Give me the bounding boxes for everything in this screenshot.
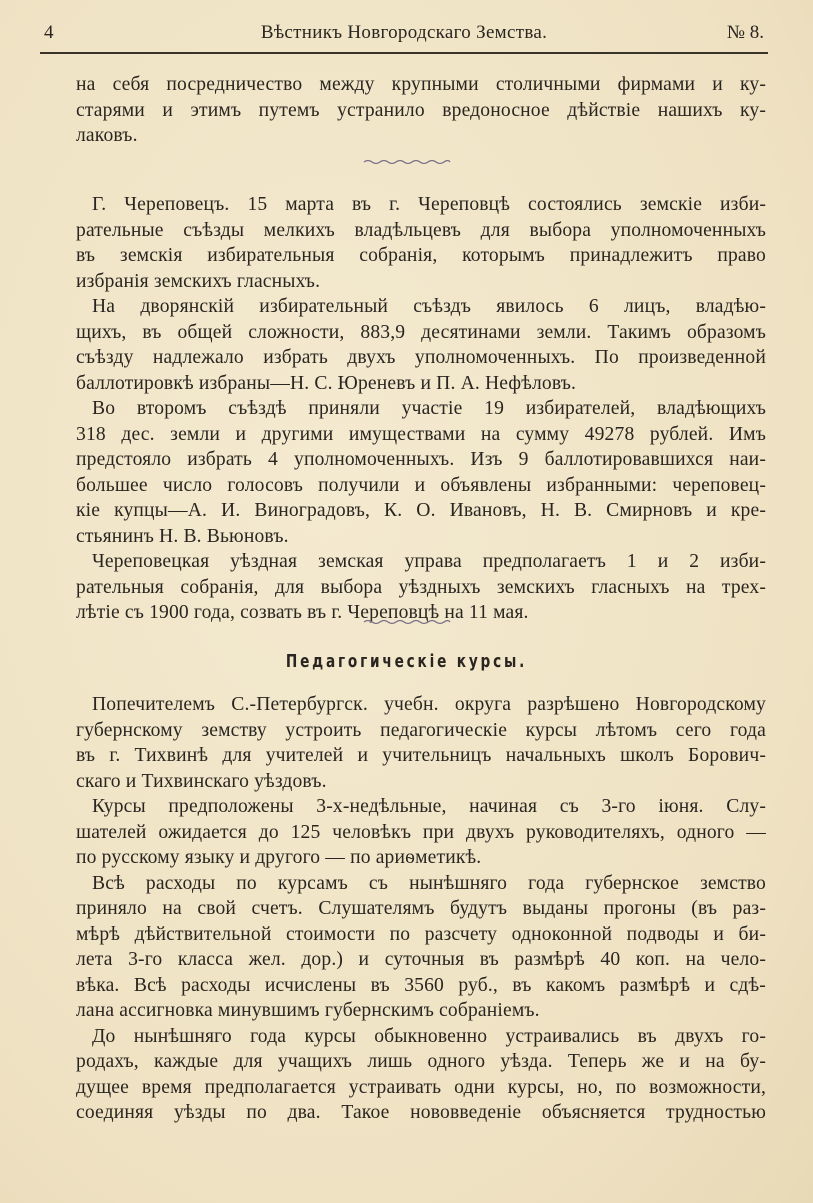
text-line: Попечителемъ С.-Петербургск. учебн. округа разрѣшено Новгородскому bbox=[92, 694, 766, 715]
text-line: кіе купцы—А. И. Виноградовъ, К. О. Ивановъ, Н. В. Смирновъ и кре- bbox=[76, 500, 766, 521]
courses-section bbox=[76, 692, 766, 1126]
text-line: рательные съѣзды мелкихъ владѣльцевъ для выбора уполномоченныхъ bbox=[76, 219, 766, 241]
text-line: щихъ, въ общей сложности, 883,9 десятинами земли. Такимъ образомъ bbox=[76, 321, 766, 343]
section-divider bbox=[0, 158, 813, 166]
text-line: по русскому языку и другого — по ариѳметикѣ. bbox=[76, 847, 482, 868]
text-line: соединяя уѣзды по два. Такое нововведеніе объясняется трудностью bbox=[76, 1102, 766, 1123]
text-line: родахъ, каждые для учащихъ лишь одного уѣзда. Теперь же и на бу- bbox=[76, 1051, 766, 1072]
text-line: большее число голосовъ получили и объявлены избранными: череповец- bbox=[76, 474, 766, 496]
wavy-rule-icon bbox=[362, 158, 452, 166]
text-line: До нынѣшняго года курсы обыкновенно устраивались въ двухъ го- bbox=[92, 1025, 766, 1047]
text-line: шателей ожидается до 125 человѣкъ при двухъ руководителяхъ, одного — bbox=[76, 821, 766, 843]
text-line: На дворянскій избирательный съѣздъ явилось 6 лицъ, владѣю- bbox=[92, 296, 766, 317]
text-line: лѣтіе съ 1900 года, созвать въ г. Череповцѣ на 11 мая. bbox=[76, 602, 529, 623]
text-line: мѣрѣ дѣйствительной стоимости по разсчету одноконной подводы и би- bbox=[76, 923, 766, 945]
text-line: дущее время предполагается устраивать одни курсы, но, по возможности, bbox=[76, 1076, 766, 1098]
text-line: вѣка. Всѣ расходы исчислены въ 3560 руб., въ какомъ размѣрѣ и сдѣ- bbox=[76, 974, 766, 996]
paragraph bbox=[76, 294, 766, 396]
page-number: 4 bbox=[44, 22, 54, 43]
section-divider bbox=[0, 618, 813, 626]
text-line: Всѣ расходы по курсамъ съ нынѣшняго года губернское земство bbox=[92, 872, 766, 894]
text-line: приняло на свой счетъ. Слушателямъ будутъ выданы прогоны (въ раз- bbox=[76, 898, 766, 919]
text-line: лана ассигновка минувшимъ губернскимъ собраніемъ. bbox=[76, 1000, 540, 1021]
text-line: Череповецкая уѣздная земская управа предполагаетъ 1 и 2 изби- bbox=[92, 551, 766, 572]
text-line: на себя посредничество между крупными столичными фирмами и ку- bbox=[76, 74, 766, 95]
text-line: Г. Череповецъ. 15 марта въ г. Череповцѣ состоялись земскіе изби- bbox=[92, 194, 766, 215]
text-line: предстояло избрать 4 уполномоченныхъ. Изъ 9 баллотировавшихся наи- bbox=[76, 449, 766, 470]
paragraph bbox=[76, 549, 766, 626]
text-line: стьянинъ Н. В. Вьюновъ. bbox=[76, 525, 289, 547]
text-line: лета 3-го класса жел. дор.) и суточныя въ размѣрѣ 40 коп. на чело- bbox=[76, 949, 766, 970]
text-line: губернскому земству устроить педагогическіе курсы лѣтомъ сего года bbox=[76, 719, 766, 741]
intro-paragraph bbox=[76, 72, 766, 149]
journal-title: Вѣстникъ Новгородскаго Земства. bbox=[260, 22, 548, 43]
issue-number: № 8. bbox=[726, 22, 764, 43]
paragraph bbox=[76, 871, 766, 1024]
text-line: въ земскія избирательныя собранія, которымъ принадлежитъ право bbox=[76, 245, 766, 266]
section-heading: Педагогическіе курсы. bbox=[285, 652, 528, 672]
wavy-rule-icon bbox=[362, 618, 452, 626]
text-line: баллотировкѣ избраны—Н. С. Юреневъ и П. А. Нефѣловъ. bbox=[76, 372, 577, 394]
paragraph bbox=[76, 192, 766, 294]
text-line: въ г. Тихвинѣ для учителей и учительницъ начальныхъ школъ Борович- bbox=[76, 745, 766, 766]
paragraph bbox=[76, 1024, 766, 1126]
paragraph bbox=[76, 692, 766, 794]
text-line: избранія земскихъ гласныхъ. bbox=[76, 270, 321, 292]
paragraph bbox=[76, 794, 766, 871]
running-header bbox=[40, 18, 768, 54]
text-line: 318 дес. земли и другими имуществами на сумму 49278 рублей. Имъ bbox=[76, 423, 766, 445]
text-line: Курсы предположены 3-х-недѣльные, начиная съ 3-го іюня. Слу- bbox=[92, 796, 766, 817]
cherepovets-section bbox=[76, 192, 766, 626]
paragraph bbox=[76, 396, 766, 549]
text-line: Во второмъ съѣздѣ приняли участіе 19 избирателей, владѣющихъ bbox=[92, 398, 766, 419]
text-line: скаго и Тихвинскаго уѣздовъ. bbox=[76, 770, 327, 792]
text-line: рательныя собранія, для выбора уѣздныхъ земскихъ гласныхъ на трех- bbox=[76, 576, 766, 598]
text-line: съѣзду надлежало избрать двухъ уполномоченныхъ. По произведенной bbox=[76, 347, 766, 368]
text-line: лаковъ. bbox=[76, 125, 138, 146]
text-line: старями и этимъ путемъ устранило вредоносное дѣйствіе нашихъ ку- bbox=[76, 99, 766, 121]
